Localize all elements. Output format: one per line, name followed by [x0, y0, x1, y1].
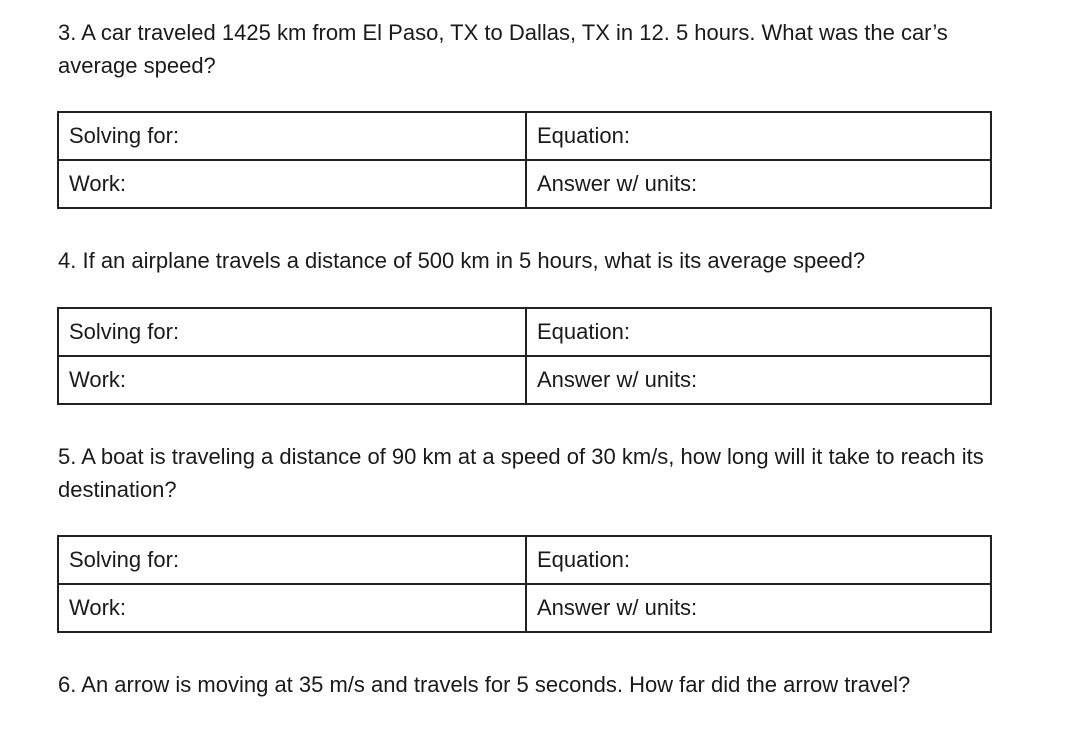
question-number: 5. — [58, 444, 77, 469]
question-text: A boat is traveling a distance of 90 km at a speed of 30 km/s, how long will it take to reach its destination? — [58, 444, 984, 502]
question-5 — [58, 440, 998, 506]
answer-cell[interactable]: Answer w/ units: — [526, 356, 991, 404]
equation-cell[interactable]: Equation: — [526, 536, 991, 584]
answer-table-q3 — [57, 111, 992, 209]
question-number: 3. — [58, 20, 77, 45]
solving-for-cell[interactable]: Solving for: — [58, 112, 526, 160]
question-text: A car traveled 1425 km from El Paso, TX to Dallas, TX in 12. 5 hours. What was the car’s average speed? — [58, 20, 948, 78]
work-cell[interactable]: Work: — [58, 356, 526, 404]
table-row — [58, 112, 991, 160]
equation-cell[interactable]: Equation: — [526, 308, 991, 356]
table-row — [58, 584, 991, 632]
table-row — [58, 160, 991, 208]
work-cell[interactable]: Work: — [58, 160, 526, 208]
solving-for-cell[interactable]: Solving for: — [58, 536, 526, 584]
table-row — [58, 536, 991, 584]
table-row — [58, 356, 991, 404]
question-4 — [58, 244, 998, 277]
question-3 — [58, 16, 998, 82]
question-text: An arrow is moving at 35 m/s and travels for 5 seconds. How far did the arrow travel? — [81, 672, 911, 697]
solving-for-cell[interactable]: Solving for: — [58, 308, 526, 356]
work-cell[interactable]: Work: — [58, 584, 526, 632]
question-number: 4. — [58, 248, 77, 273]
table-row — [58, 308, 991, 356]
question-text: If an airplane travels a distance of 500 km in 5 hours, what is its average speed? — [82, 248, 866, 273]
equation-cell[interactable]: Equation: — [526, 112, 991, 160]
answer-table-q5 — [57, 535, 992, 633]
answer-table-q4 — [57, 307, 992, 405]
answer-cell[interactable]: Answer w/ units: — [526, 584, 991, 632]
question-6 — [58, 668, 998, 701]
question-number: 6. — [58, 672, 77, 697]
answer-cell[interactable]: Answer w/ units: — [526, 160, 991, 208]
